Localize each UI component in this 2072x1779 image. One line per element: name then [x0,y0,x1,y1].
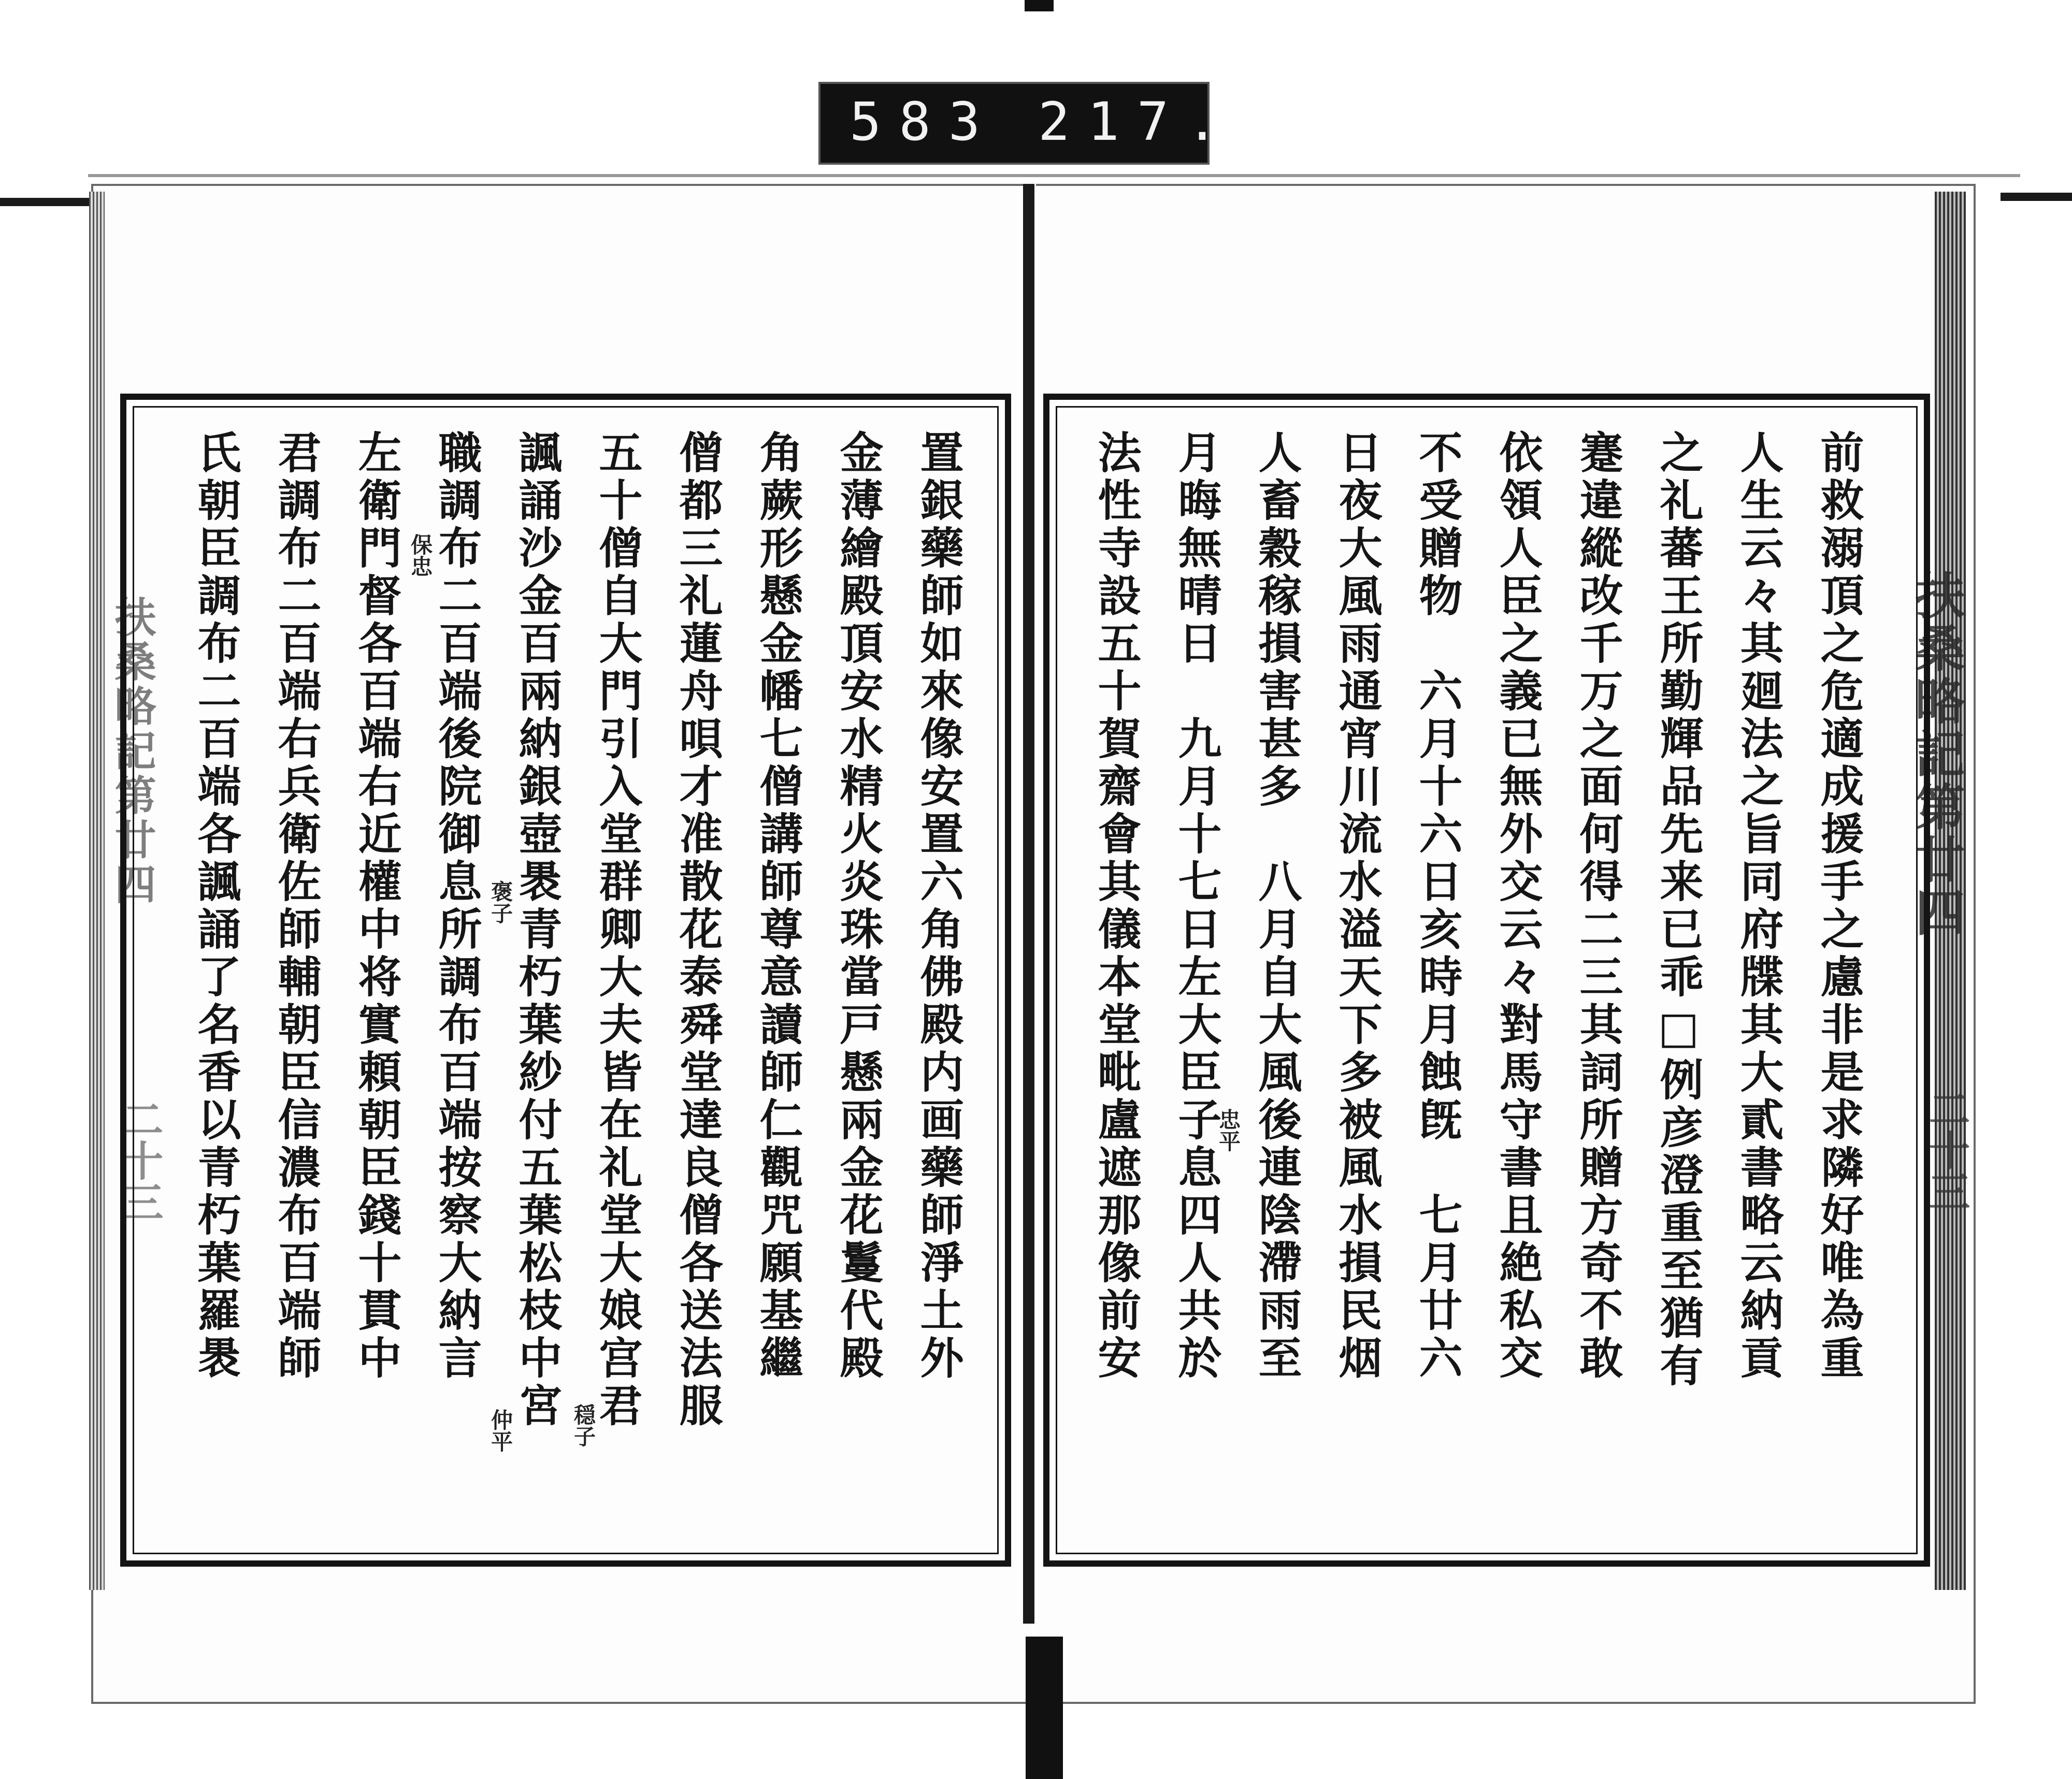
page-number-left: 二十三 [115,1098,164,1222]
text-column: 金薄繪殿頂安水精火炎珠當戸懸兩金花鬘代殿 [833,430,884,1383]
text-column: 左衛門督各百端右近權中将實頼朝臣錢十貫中 [351,430,402,1383]
text-column: 五十僧自大門引入堂群卿大夫皆在礼堂大娘宫君 [592,430,643,1430]
running-title-left: 扶桑略記第廿四 [108,596,156,907]
text-column: 職調布二百端後院御息所調布百端按察大納言 [431,430,483,1383]
film-reel-label [818,82,1236,165]
text-column: 人畜穀稼損害甚多 八月自大風後連陰滯雨至 [1251,430,1303,1383]
gutter-shadow [1026,1637,1063,1779]
text-column: 依領人臣之義已無外交云々對馬守書且絶私交 [1492,430,1544,1383]
interlinear-note: 穏子 [571,1404,596,1447]
text-column: 置銀藥師如來像安置六角佛殿内画藥師淨土外 [913,430,965,1383]
text-column: 諷誦沙金百兩納銀壺褁青朽葉紗付五葉松枝中宮 [512,430,563,1430]
interlinear-note: 保忠 [408,533,433,577]
running-title-right: 扶桑略記第廿四 [1907,570,1966,939]
interlinear-note: 仲平 [488,1409,513,1452]
binding-notch [1025,0,1054,11]
text-column: 不受贈物 六月十六日亥時月蝕旣 七月廿六 [1412,430,1463,1383]
scan-edge-mark-right [2001,193,2072,201]
text-column: 前救溺頂之危適成援手之慮非是求隣好唯為重 [1814,430,1865,1383]
reel-number: 583 [850,91,998,153]
text-column: 蹇違縱改千万之面何得二三其詞所贈方奇不敢 [1573,430,1624,1383]
text-column: 月晦無晴日 九月十七日左大臣子息四人共於 [1171,430,1222,1383]
text-column: 角蕨形懸金幡七僧講師尊意讀師仁觀咒願基繼 [753,430,804,1383]
interlinear-note: 褒子 [488,880,513,924]
text-column: 日夜大風雨通宵川流水溢天下多被風水損民烟 [1332,430,1383,1383]
interlinear-note: 忠平 [1216,1108,1241,1152]
text-column: 僧都三礼蓮舟唄才准散花泰舜堂達良僧各送法服 [672,430,724,1430]
text-column: 之礼蕃王所勤輝品先来已乖□例彦澄重至猶有 [1653,430,1704,1391]
page-top-edge [88,174,2020,177]
text-column: 人生云々其廻法之旨同府牒其大貳書略云納貢 [1733,430,1785,1383]
text-column: 法性寺設五十賀齋會其儀本堂毗盧遮那像前安 [1091,430,1142,1383]
text-column: 氏朝臣調布二百端各諷誦了名香以青朽葉羅褁 [191,430,242,1383]
scan-edge-mark-left [0,198,103,206]
text-column: 君調布二百端右兵衛佐師輔朝臣信濃布百端師 [271,430,322,1383]
page-number-right: 二十三 [1922,1088,1970,1212]
book-gutter [1023,184,1034,1624]
frame-number: 217. [1038,91,1236,153]
